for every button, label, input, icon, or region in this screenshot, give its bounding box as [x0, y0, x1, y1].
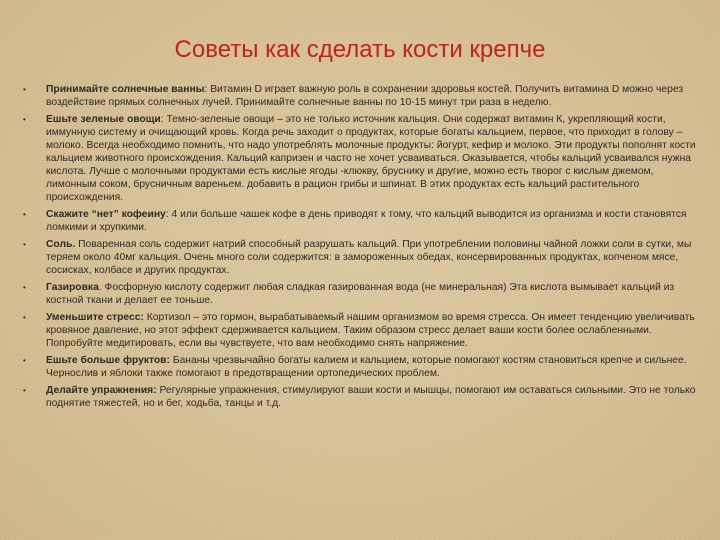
tip-title: Ешьте зеленые овощи	[46, 114, 161, 125]
bullet-icon: •	[23, 85, 26, 94]
tip-green-vegetables	[20, 113, 700, 204]
tip-caffeine	[20, 208, 700, 234]
tip-sun-baths	[20, 83, 700, 109]
tip-salt	[20, 238, 700, 277]
tip-text: Кортизол – это гормон, вырабатываемый нашим организмом во время стресса. Он имеет тенденцию увеличивать кровяное давление, но этот эффект сдерживается кальцием. Таким образом стресс делает ваши кости более ослабленными. Попробуйте медитировать, если вы чувствуете, что вам необходимо снять напряжение.	[46, 312, 695, 349]
tip-title: Уменьшите стресс:	[46, 312, 144, 323]
tip-title: Соль.	[46, 239, 76, 250]
tips-list	[20, 83, 700, 414]
tip-text: : Темно-зеленые овощи – это не только источник кальция. Они содержат витамин К, укрепляющий кости, иммунную систему и очищающий кровь. Когда речь заходит о продуктах, которые богаты кальцием, первое, что приходит в голову – молоко. Всегда необходимо помнить, что надо употреблять молочные продукты: йогурт, кефир и молоко. Эти продукты пополнят кости кальцием животного происхождения. Кальций капризен и часто не хочет усваиваться. Оказывается, чтобы кальций усваивался нужна кислота. Лучше с молочными продуктами есть кислые ягоды -клюкву, бруснику и другие, можно есть творог с кислым джемом, лимонным соком, брусничным вареньем. добавить в рацион грибы и шпинат. В этих продуктах есть кальций растительного происхождения.	[46, 114, 696, 203]
slide-title: Советы как сделать кости крепче	[174, 36, 546, 63]
tip-title: Делайте упражнения:	[46, 385, 157, 396]
bullet-icon: •	[23, 356, 26, 365]
tip-text: Бананы чрезвычайно богаты калием и кальцием, которые помогают костям становиться крепче и сильнее. Чернослив и яблоки также помогают в предотвращении ортопедических проблем.	[46, 355, 687, 379]
bullet-icon: •	[23, 313, 26, 322]
tip-title: Ешьте больше фруктов:	[46, 355, 170, 366]
tip-stress	[20, 311, 700, 350]
tip-text: : Витамин D играет важную роль в сохранении здоровья костей. Получить витамина D можно через воздействие прямых солнечных лучей. Принимайте солнечные ванны по 10-15 минут три раза в неделю.	[46, 84, 684, 108]
bullet-icon: •	[23, 283, 26, 292]
tip-soda	[20, 281, 700, 307]
tip-title: Скажите “нет” кофеину	[46, 209, 166, 220]
tip-text: : 4 или больше чашек кофе в день приводят к тому, что кальций выводится из организма и кости становятся ломкими и хрупкими.	[46, 209, 687, 233]
tip-exercise	[20, 384, 700, 410]
bullet-icon: •	[23, 115, 26, 124]
bullet-icon: •	[23, 210, 26, 219]
tip-title: Принимайте солнечные ванны	[46, 84, 205, 95]
tip-fruits	[20, 354, 700, 380]
bullet-icon: •	[23, 240, 26, 249]
tip-title: Газировка	[46, 282, 99, 293]
tip-text: Регулярные упражнения, стимулируют ваши кости и мышцы, помогают им оставаться сильными. Это не только поднятие тяжестей, но и бег, ходьба, танцы и т.д.	[46, 385, 696, 409]
bullet-icon: •	[23, 386, 26, 395]
tip-text: . Фосфорную кислоту содержит любая сладкая газированная вода (не минеральная) Эта кислота вымывает кальций из костной ткани и делает ее тоньше.	[46, 282, 675, 306]
tip-text: Поваренная соль содержит натрий способный разрушать кальций. При употреблении половины чайной ложки соли в сутки, мы теряем около 40мг кальция. Очень много соли содержится: в замороженных обедах, консервированных продуктах, копченом мясе, сосисках, колбасе и других продуктах.	[46, 239, 692, 276]
